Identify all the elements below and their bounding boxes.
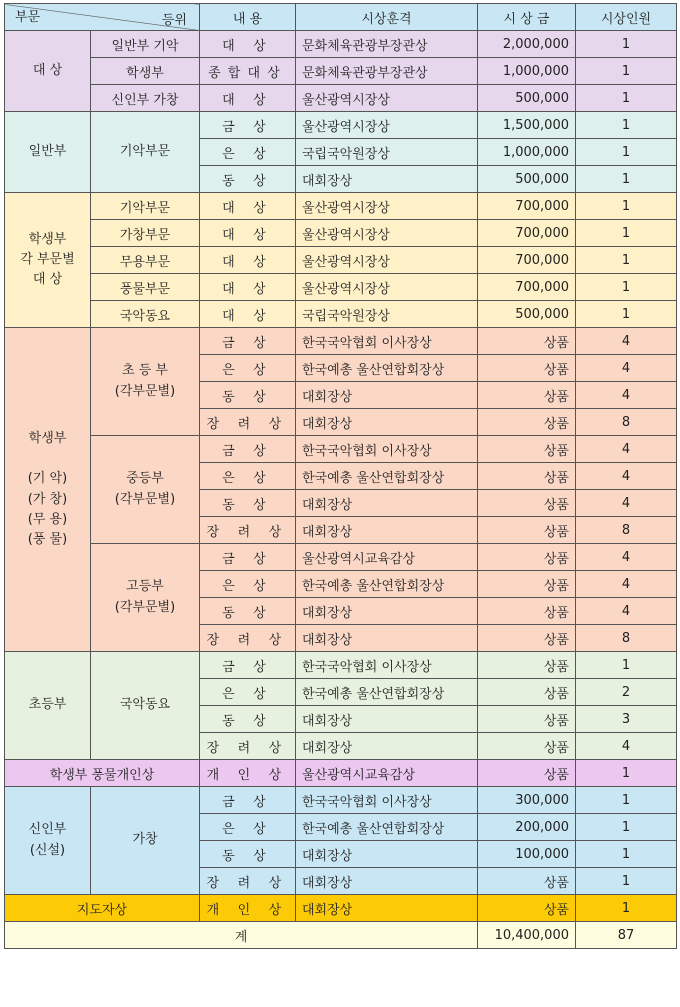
winner-count: 1 bbox=[576, 58, 677, 85]
table-row bbox=[5, 544, 677, 571]
prize-amount: 상품 bbox=[478, 760, 576, 787]
subdivision-label-line: 가창 bbox=[132, 832, 158, 848]
award-content: 장 려 상 bbox=[200, 517, 296, 544]
subdivision-label: 학생부 bbox=[91, 58, 200, 85]
header-count: 시상인원 bbox=[576, 4, 677, 31]
prize-amount: 500,000 bbox=[478, 166, 576, 193]
award-title: 한국예총 울산연합회장상 bbox=[296, 355, 478, 382]
winner-count: 8 bbox=[576, 409, 677, 436]
winner-count: 1 bbox=[576, 895, 677, 922]
prize-amount: 500,000 bbox=[478, 301, 576, 328]
award-content: 은 상 bbox=[200, 355, 296, 382]
total-amount: 10,400,000 bbox=[478, 922, 576, 949]
winner-count: 1 bbox=[576, 166, 677, 193]
winner-count: 1 bbox=[576, 31, 677, 58]
winner-count: 1 bbox=[576, 760, 677, 787]
division-label-line: (신설) bbox=[29, 842, 66, 858]
table-row bbox=[5, 301, 677, 328]
subdivision-label bbox=[91, 544, 200, 652]
prize-amount: 상품 bbox=[478, 598, 576, 625]
winner-count: 1 bbox=[576, 301, 677, 328]
subdivision-label-line: 기악부문 bbox=[119, 143, 171, 159]
winner-count: 4 bbox=[576, 355, 677, 382]
division-label-line: 학생부 bbox=[28, 231, 67, 247]
prize-amount: 상품 bbox=[478, 463, 576, 490]
winner-count: 1 bbox=[576, 112, 677, 139]
winner-count: 1 bbox=[576, 247, 677, 274]
division-label-line: 일반부 bbox=[28, 143, 67, 159]
subdivision-label bbox=[91, 652, 200, 760]
subdivision-label-line: 고등부 bbox=[126, 579, 164, 595]
table-row bbox=[5, 274, 677, 301]
award-title: 한국예총 울산연합회장상 bbox=[296, 571, 478, 598]
award-title: 대회장상 bbox=[296, 868, 478, 895]
prize-amount: 500,000 bbox=[478, 85, 576, 112]
winner-count: 8 bbox=[576, 625, 677, 652]
table-row bbox=[5, 895, 677, 922]
award-content: 장 려 상 bbox=[200, 868, 296, 895]
table-row bbox=[5, 652, 677, 679]
award-title: 울산광역시장상 bbox=[296, 193, 478, 220]
prize-amount: 상품 bbox=[478, 895, 576, 922]
award-content: 대 상 bbox=[200, 301, 296, 328]
subdivision-label: 무용부문 bbox=[91, 247, 200, 274]
subdivision-label-line: (각부문별) bbox=[114, 383, 176, 399]
award-title: 문화체육관광부장관상 bbox=[296, 58, 478, 85]
award-title: 한국예총 울산연합회장상 bbox=[296, 463, 478, 490]
award-title: 울산광역시장상 bbox=[296, 274, 478, 301]
winner-count: 4 bbox=[576, 733, 677, 760]
prize-amount: 상품 bbox=[478, 733, 576, 760]
division-label-line: (무 용) bbox=[27, 511, 68, 527]
award-content: 장 려 상 bbox=[200, 409, 296, 436]
prize-table-body bbox=[5, 31, 677, 949]
award-title: 대회장상 bbox=[296, 166, 478, 193]
award-content: 종합대상 bbox=[200, 58, 296, 85]
prize-amount: 700,000 bbox=[478, 193, 576, 220]
subdivision-label bbox=[91, 112, 200, 193]
award-title: 대회장상 bbox=[296, 733, 478, 760]
table-row bbox=[5, 436, 677, 463]
total-label: 계 bbox=[5, 922, 478, 949]
award-content: 은 상 bbox=[200, 571, 296, 598]
winner-count: 1 bbox=[576, 193, 677, 220]
award-title: 대회장상 bbox=[296, 895, 478, 922]
award-title: 한국국악협회 이사장상 bbox=[296, 328, 478, 355]
award-title: 대회장상 bbox=[296, 382, 478, 409]
award-content: 대 상 bbox=[200, 31, 296, 58]
winner-count: 1 bbox=[576, 274, 677, 301]
award-content: 대 상 bbox=[200, 193, 296, 220]
division-label-instructor: 지도자상 bbox=[5, 895, 200, 922]
award-content: 은 상 bbox=[200, 463, 296, 490]
prize-amount: 상품 bbox=[478, 409, 576, 436]
prize-amount: 상품 bbox=[478, 355, 576, 382]
table-row bbox=[5, 112, 677, 139]
table-row bbox=[5, 787, 677, 814]
award-title: 국립국악원장상 bbox=[296, 301, 478, 328]
subdivision-label: 신인부 가창 bbox=[91, 85, 200, 112]
subdivision-label: 일반부 기악 bbox=[91, 31, 200, 58]
award-content: 대 상 bbox=[200, 274, 296, 301]
prize-amount: 상품 bbox=[478, 436, 576, 463]
award-content: 동 상 bbox=[200, 490, 296, 517]
award-title: 문화체육관광부장관상 bbox=[296, 31, 478, 58]
award-content: 금 상 bbox=[200, 544, 296, 571]
award-title: 대회장상 bbox=[296, 490, 478, 517]
prize-amount: 200,000 bbox=[478, 814, 576, 841]
winner-count: 2 bbox=[576, 679, 677, 706]
award-content: 개 인 상 bbox=[200, 760, 296, 787]
award-content: 장 려 상 bbox=[200, 625, 296, 652]
header-amount: 시 상 금 bbox=[478, 4, 576, 31]
award-title: 국립국악원장상 bbox=[296, 139, 478, 166]
prize-table bbox=[4, 3, 677, 949]
subdivision-label bbox=[91, 436, 200, 544]
award-title: 울산광역시장상 bbox=[296, 247, 478, 274]
award-title: 울산광역시장상 bbox=[296, 112, 478, 139]
award-title: 대회장상 bbox=[296, 598, 478, 625]
prize-amount: 100,000 bbox=[478, 841, 576, 868]
award-title: 울산광역시교육감상 bbox=[296, 544, 478, 571]
award-title: 대회장상 bbox=[296, 409, 478, 436]
division-label-line: (가 창) bbox=[27, 491, 68, 507]
award-title: 대회장상 bbox=[296, 706, 478, 733]
award-title: 대회장상 bbox=[296, 841, 478, 868]
division-label-line: 학생부 bbox=[28, 431, 67, 447]
winner-count: 4 bbox=[576, 598, 677, 625]
winner-count: 4 bbox=[576, 490, 677, 517]
award-content: 동 상 bbox=[200, 841, 296, 868]
prize-amount: 상품 bbox=[478, 490, 576, 517]
award-content: 금 상 bbox=[200, 328, 296, 355]
division-label-line: (풍 물) bbox=[27, 531, 68, 547]
division-label-elementary bbox=[5, 652, 91, 760]
division-label-line: 각 부문별 bbox=[20, 251, 75, 267]
prize-amount: 상품 bbox=[478, 328, 576, 355]
winner-count: 1 bbox=[576, 652, 677, 679]
winner-count: 1 bbox=[576, 814, 677, 841]
division-label-line: (기 악) bbox=[27, 471, 68, 487]
winner-count: 1 bbox=[576, 220, 677, 247]
subdivision-label-line: 중등부 bbox=[126, 471, 164, 487]
table-row bbox=[5, 328, 677, 355]
division-label-line bbox=[11, 449, 84, 469]
prize-amount: 상품 bbox=[478, 652, 576, 679]
total-row bbox=[5, 922, 677, 949]
award-content: 장 려 상 bbox=[200, 733, 296, 760]
winner-count: 4 bbox=[576, 382, 677, 409]
subdivision-label-line: (각부문별) bbox=[114, 491, 176, 507]
award-content: 대 상 bbox=[200, 220, 296, 247]
award-title: 한국국악협회 이사장상 bbox=[296, 652, 478, 679]
prize-amount: 상품 bbox=[478, 868, 576, 895]
prize-amount: 상품 bbox=[478, 517, 576, 544]
division-label-individual: 학생부 풍물개인상 bbox=[5, 760, 200, 787]
award-content: 동 상 bbox=[200, 166, 296, 193]
winner-count: 1 bbox=[576, 841, 677, 868]
winner-count: 3 bbox=[576, 706, 677, 733]
award-title: 한국예총 울산연합회장상 bbox=[296, 679, 478, 706]
award-title: 울산광역시장상 bbox=[296, 85, 478, 112]
header-title: 시상훈격 bbox=[296, 4, 478, 31]
division-label-line: 대 상 bbox=[32, 272, 63, 288]
award-title: 대회장상 bbox=[296, 625, 478, 652]
table-row bbox=[5, 193, 677, 220]
award-content: 대 상 bbox=[200, 247, 296, 274]
award-content: 개 인 상 bbox=[200, 895, 296, 922]
prize-amount: 1,500,000 bbox=[478, 112, 576, 139]
award-content: 금 상 bbox=[200, 436, 296, 463]
division-label-line: 대 상 bbox=[32, 62, 63, 78]
division-label-line: 초등부 bbox=[28, 697, 67, 713]
header-content: 내 용 bbox=[200, 4, 296, 31]
table-row bbox=[5, 58, 677, 85]
division-label-general bbox=[5, 112, 91, 193]
prize-amount: 상품 bbox=[478, 571, 576, 598]
division-label-newcomer bbox=[5, 787, 91, 895]
award-content: 금 상 bbox=[200, 787, 296, 814]
prize-amount: 2,000,000 bbox=[478, 31, 576, 58]
winner-count: 1 bbox=[576, 85, 677, 112]
award-content: 금 상 bbox=[200, 112, 296, 139]
winner-count: 4 bbox=[576, 328, 677, 355]
division-label-grand bbox=[5, 31, 91, 112]
winner-count: 4 bbox=[576, 436, 677, 463]
subdivision-label-line: (각부문별) bbox=[114, 599, 176, 615]
subdivision-label: 가창부문 bbox=[91, 220, 200, 247]
header-division: 부문 bbox=[15, 10, 41, 25]
header-rank: 등위 bbox=[161, 13, 187, 28]
total-count: 87 bbox=[576, 922, 677, 949]
prize-amount: 1,000,000 bbox=[478, 58, 576, 85]
award-content: 동 상 bbox=[200, 706, 296, 733]
table-row bbox=[5, 220, 677, 247]
award-content: 은 상 bbox=[200, 139, 296, 166]
award-content: 금 상 bbox=[200, 652, 296, 679]
division-label-line: 신인부 bbox=[28, 822, 67, 838]
prize-amount: 상품 bbox=[478, 706, 576, 733]
award-title: 한국예총 울산연합회장상 bbox=[296, 814, 478, 841]
award-content: 대 상 bbox=[200, 85, 296, 112]
award-title: 한국국악협회 이사장상 bbox=[296, 436, 478, 463]
prize-amount: 상품 bbox=[478, 382, 576, 409]
award-content: 은 상 bbox=[200, 679, 296, 706]
subdivision-label bbox=[91, 328, 200, 436]
winner-count: 8 bbox=[576, 517, 677, 544]
subdivision-label-line: 초 등 부 bbox=[122, 363, 168, 379]
subdivision-label: 풍물부문 bbox=[91, 274, 200, 301]
header-row bbox=[5, 4, 677, 31]
division-label-student bbox=[5, 328, 91, 652]
winner-count: 1 bbox=[576, 868, 677, 895]
subdivision-label bbox=[91, 787, 200, 895]
header-rank-division-cell bbox=[5, 4, 200, 31]
award-title: 대회장상 bbox=[296, 517, 478, 544]
winner-count: 4 bbox=[576, 463, 677, 490]
award-title: 한국국악협회 이사장상 bbox=[296, 787, 478, 814]
winner-count: 4 bbox=[576, 544, 677, 571]
prize-amount: 상품 bbox=[478, 544, 576, 571]
award-content: 동 상 bbox=[200, 382, 296, 409]
prize-amount: 상품 bbox=[478, 679, 576, 706]
table-row bbox=[5, 247, 677, 274]
table-row bbox=[5, 85, 677, 112]
subdivision-label: 국악동요 bbox=[91, 301, 200, 328]
prize-amount: 700,000 bbox=[478, 274, 576, 301]
subdivision-label-line: 국악동요 bbox=[119, 697, 171, 713]
table-row bbox=[5, 760, 677, 787]
prize-amount: 상품 bbox=[478, 625, 576, 652]
award-title: 울산광역시장상 bbox=[296, 220, 478, 247]
winner-count: 1 bbox=[576, 787, 677, 814]
winner-count: 1 bbox=[576, 139, 677, 166]
subdivision-label: 기악부문 bbox=[91, 193, 200, 220]
prize-amount: 700,000 bbox=[478, 220, 576, 247]
award-content: 은 상 bbox=[200, 814, 296, 841]
prize-amount: 1,000,000 bbox=[478, 139, 576, 166]
award-title: 울산광역시교육감상 bbox=[296, 760, 478, 787]
division-label-student_special bbox=[5, 193, 91, 328]
prize-amount: 300,000 bbox=[478, 787, 576, 814]
table-row bbox=[5, 31, 677, 58]
prize-amount: 700,000 bbox=[478, 247, 576, 274]
award-content: 동 상 bbox=[200, 598, 296, 625]
winner-count: 4 bbox=[576, 571, 677, 598]
